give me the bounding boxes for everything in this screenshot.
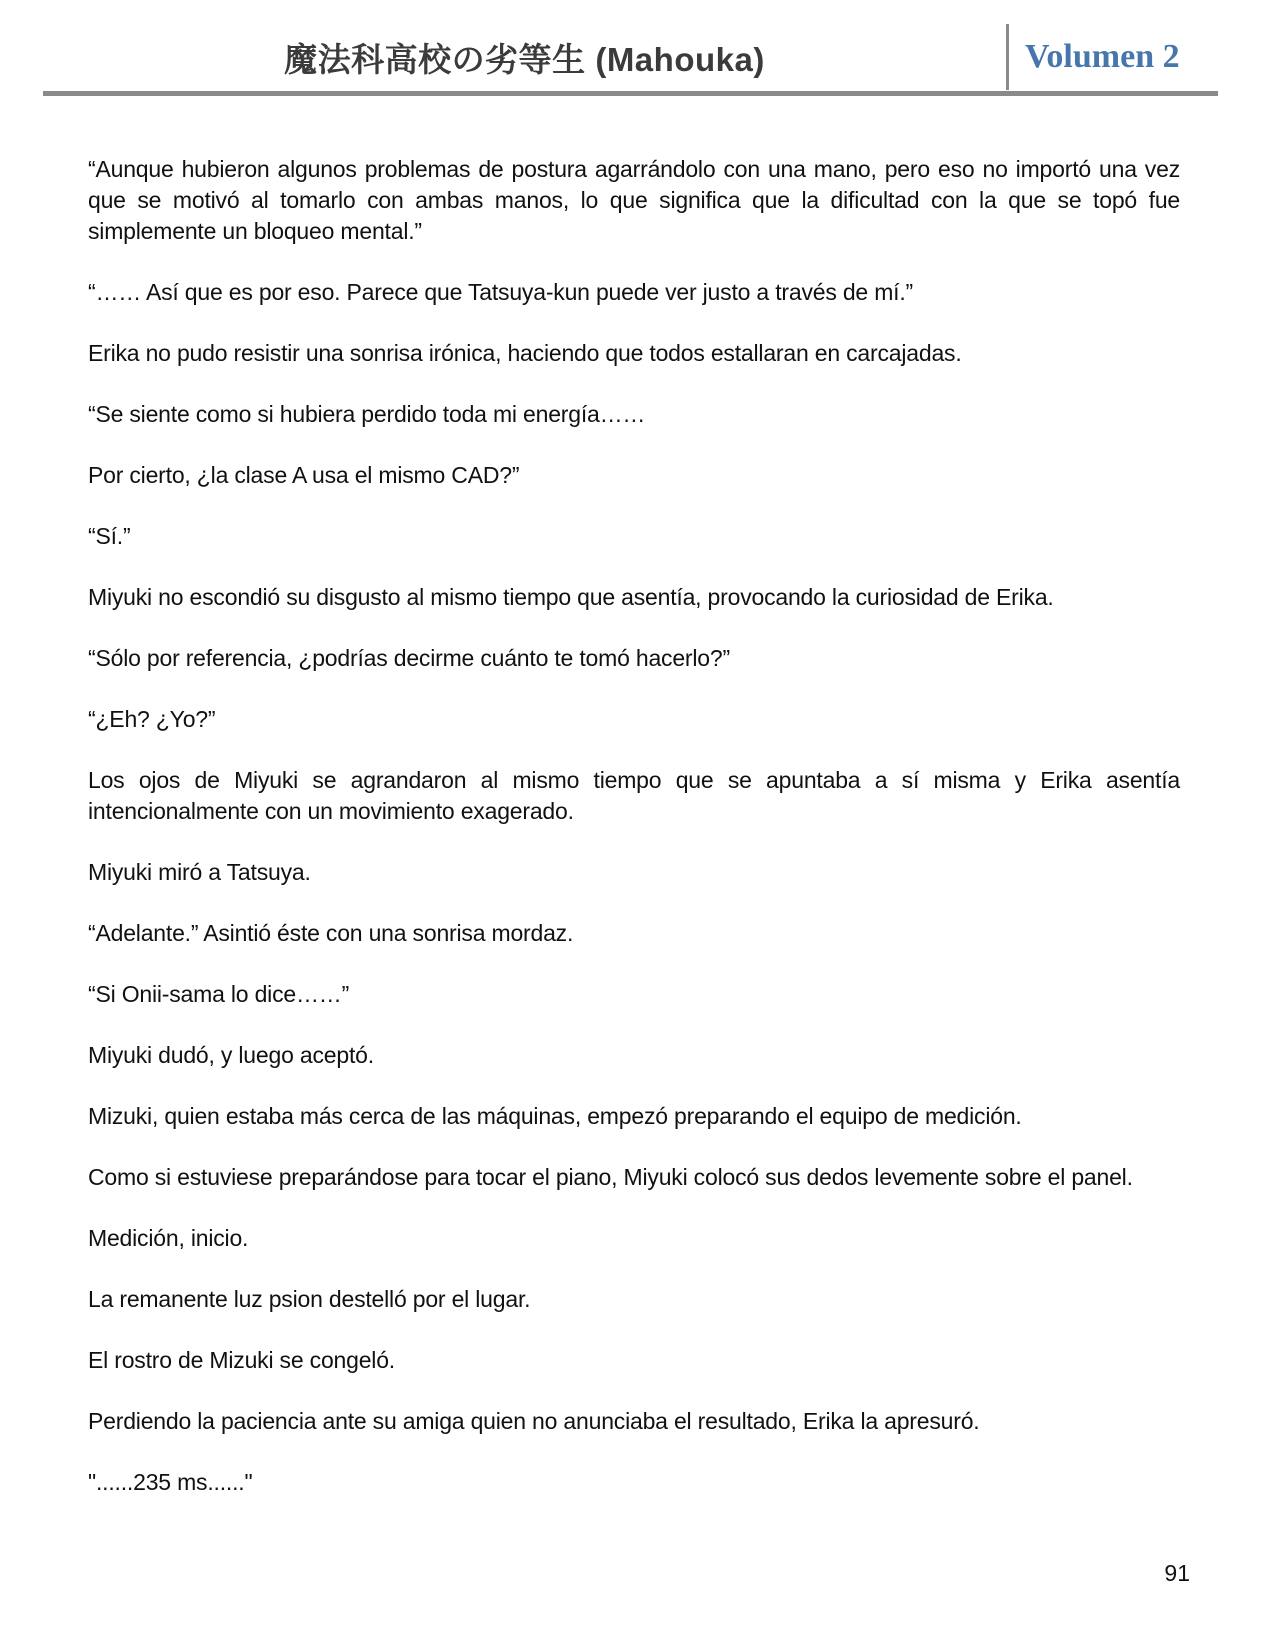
paragraph: Como si estuviese preparándose para tocar el piano, Miyuki colocó sus dedos levemente sobre el panel. xyxy=(88,1164,1133,1190)
paragraph: “¿Eh? ¿Yo?” xyxy=(88,706,216,732)
page-number: 91 xyxy=(1164,1560,1190,1586)
paragraph: “Se siente como si hubiera perdido toda mi energía…… xyxy=(88,401,646,427)
paragraph: “Adelante.” Asintió éste con una sonrisa mordaz. xyxy=(88,920,574,946)
paragraph: “Si Onii-sama lo dice……” xyxy=(88,981,350,1007)
paragraph: “Sólo por referencia, ¿podrías decirme cuánto te tomó hacerlo?” xyxy=(88,645,730,671)
document-title: 魔法科高校の劣等生 (Mahouka) xyxy=(284,40,765,78)
paragraph: Por cierto, ¿la clase A usa el mismo CAD?” xyxy=(88,462,520,488)
paragraph: “Sí.” xyxy=(88,523,131,549)
paragraph: Miyuki no escondió su disgusto al mismo tiempo que asentía, provocando la curiosidad de Erika. xyxy=(88,584,1054,610)
paragraph: Miyuki miró a Tatsuya. xyxy=(88,859,311,885)
header-row xyxy=(43,24,1218,90)
page-header xyxy=(0,0,1275,96)
paragraph: El rostro de Mizuki se congeló. xyxy=(88,1347,395,1373)
header-volume-area xyxy=(1006,24,1218,90)
body-text xyxy=(0,96,1275,1498)
paragraph: Mizuki, quien estaba más cerca de las máquinas, empezó preparando el equipo de medición. xyxy=(88,1103,1022,1129)
paragraph: Medición, inicio. xyxy=(88,1225,249,1251)
paragraph: Perdiendo la paciencia ante su amiga quien no anunciaba el resultado, Erika la apresuró. xyxy=(88,1408,980,1434)
paragraph: “Aunque hubieron algunos problemas de postura agarrándolo con una mano, pero eso no importó una vez que se motivó al tomarlo con ambas manos, lo que significa que la dificultad con la que se topó fue simplemente un bloqueo mental.” xyxy=(88,156,1180,244)
paragraph: “…… Así que es por eso. Parece que Tatsuya-kun puede ver justo a través de mí.” xyxy=(88,279,913,305)
paragraph: "......235 ms......" xyxy=(88,1469,253,1495)
paragraph: Erika no pudo resistir una sonrisa irónica, haciendo que todos estallaran en carcajadas. xyxy=(88,340,962,366)
volume-label: Volumen 2 xyxy=(1025,38,1180,75)
paragraph: La remanente luz psion destelló por el lugar. xyxy=(88,1286,531,1312)
paragraph: Miyuki dudó, y luego aceptó. xyxy=(88,1042,374,1068)
header-title-area xyxy=(43,24,1006,90)
paragraph: Los ojos de Miyuki se agrandaron al mismo tiempo que se apuntaba a sí misma y Erika asentía intencionalmente con un movimiento exagerado. xyxy=(88,767,1180,824)
